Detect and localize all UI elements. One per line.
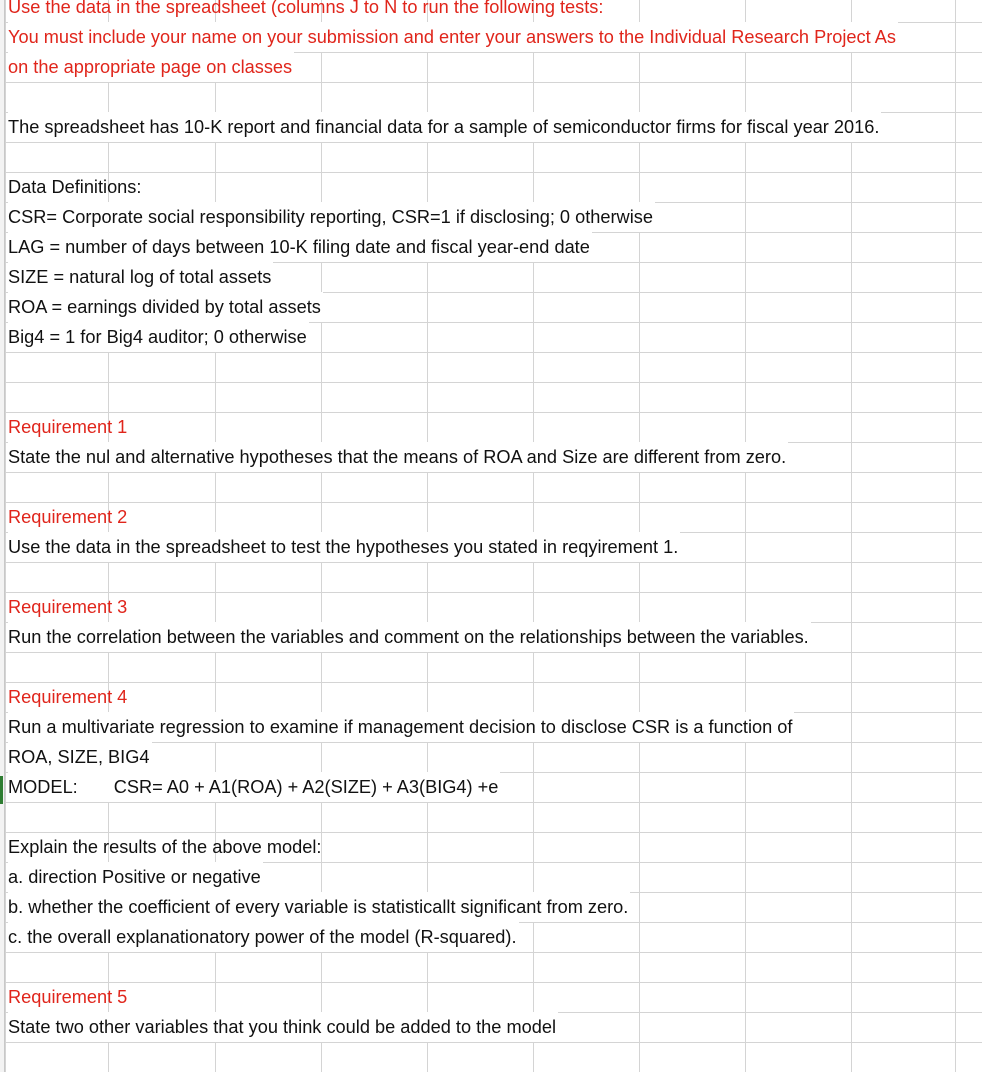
cell-intro-line2[interactable]: You must include your name on your submission and enter your answers to the Individual Research Project As (8, 22, 898, 52)
cell-intro-line4[interactable]: The spreadsheet has 10-K report and financial data for a sample of semiconductor firms for fiscal year 2016. (8, 112, 881, 142)
cell-requirement-4-title[interactable]: Requirement 4 (8, 687, 128, 707)
cell-definition-size[interactable]: SIZE = natural log of total assets (8, 262, 273, 292)
cell-model[interactable] (8, 772, 500, 802)
cell-requirement-2-title[interactable]: Requirement 2 (8, 507, 128, 527)
cell-requirement-1-title[interactable]: Requirement 1 (8, 417, 128, 437)
cell-intro-line3[interactable]: on the appropriate page on classes (8, 52, 294, 82)
model-label: MODEL: (8, 777, 78, 797)
cell-definition-csr[interactable]: CSR= Corporate social responsibility reporting, CSR=1 if disclosing; 0 otherwise (8, 202, 655, 232)
cell-definition-big4[interactable]: Big4 = 1 for Big4 auditor; 0 otherwise (8, 322, 309, 352)
cell-definition-lag[interactable]: LAG = number of days between 10-K filing date and fiscal year-end date (8, 232, 592, 262)
cell-requirement-5-title[interactable]: Requirement 5 (8, 987, 128, 1007)
cell-requirement-3-text[interactable]: Run the correlation between the variables and comment on the relationships between the variables. (8, 622, 811, 652)
cell-definitions-heading[interactable]: Data Definitions: (8, 177, 142, 197)
cell-explain-heading[interactable]: Explain the results of the above model: (8, 837, 322, 857)
row-header-strip (0, 0, 5, 1072)
cell-requirement-5-text[interactable]: State two other variables that you think could be added to the model (8, 1012, 558, 1042)
cell-explain-item-b[interactable]: b. whether the coefficient of every variable is statisticallt significant from zero. (8, 892, 630, 922)
cell-requirement-4-text1[interactable]: Run a multivariate regression to examine if management decision to disclose CSR is a function of (8, 712, 794, 742)
cell-requirement-3-title[interactable]: Requirement 3 (8, 597, 128, 617)
cell-definition-roa[interactable]: ROA = earnings divided by total assets (8, 292, 323, 322)
cell-explain-item-c[interactable]: c. the overall explanationatory power of the model (R-squared). (8, 922, 519, 952)
active-row-indicator (0, 776, 3, 804)
cell-requirement-4-text2[interactable]: ROA, SIZE, BIG4 (8, 742, 152, 772)
column-divider (955, 0, 956, 1072)
cell-intro-line1[interactable]: Use the data in the spreadsheet (columns J to N to run the following tests: (8, 0, 604, 17)
cell-explain-item-a[interactable]: a. direction Positive or negative (8, 862, 263, 892)
model-formula: CSR= A0 + A1(ROA) + A2(SIZE) + A3(BIG4) +e (113, 777, 499, 797)
cell-requirement-1-text[interactable]: State the nul and alternative hypotheses that the means of ROA and Size are different from zero. (8, 442, 788, 472)
cell-requirement-2-text[interactable]: Use the data in the spreadsheet to test the hypotheses you stated in reqyirement 1. (8, 532, 680, 562)
